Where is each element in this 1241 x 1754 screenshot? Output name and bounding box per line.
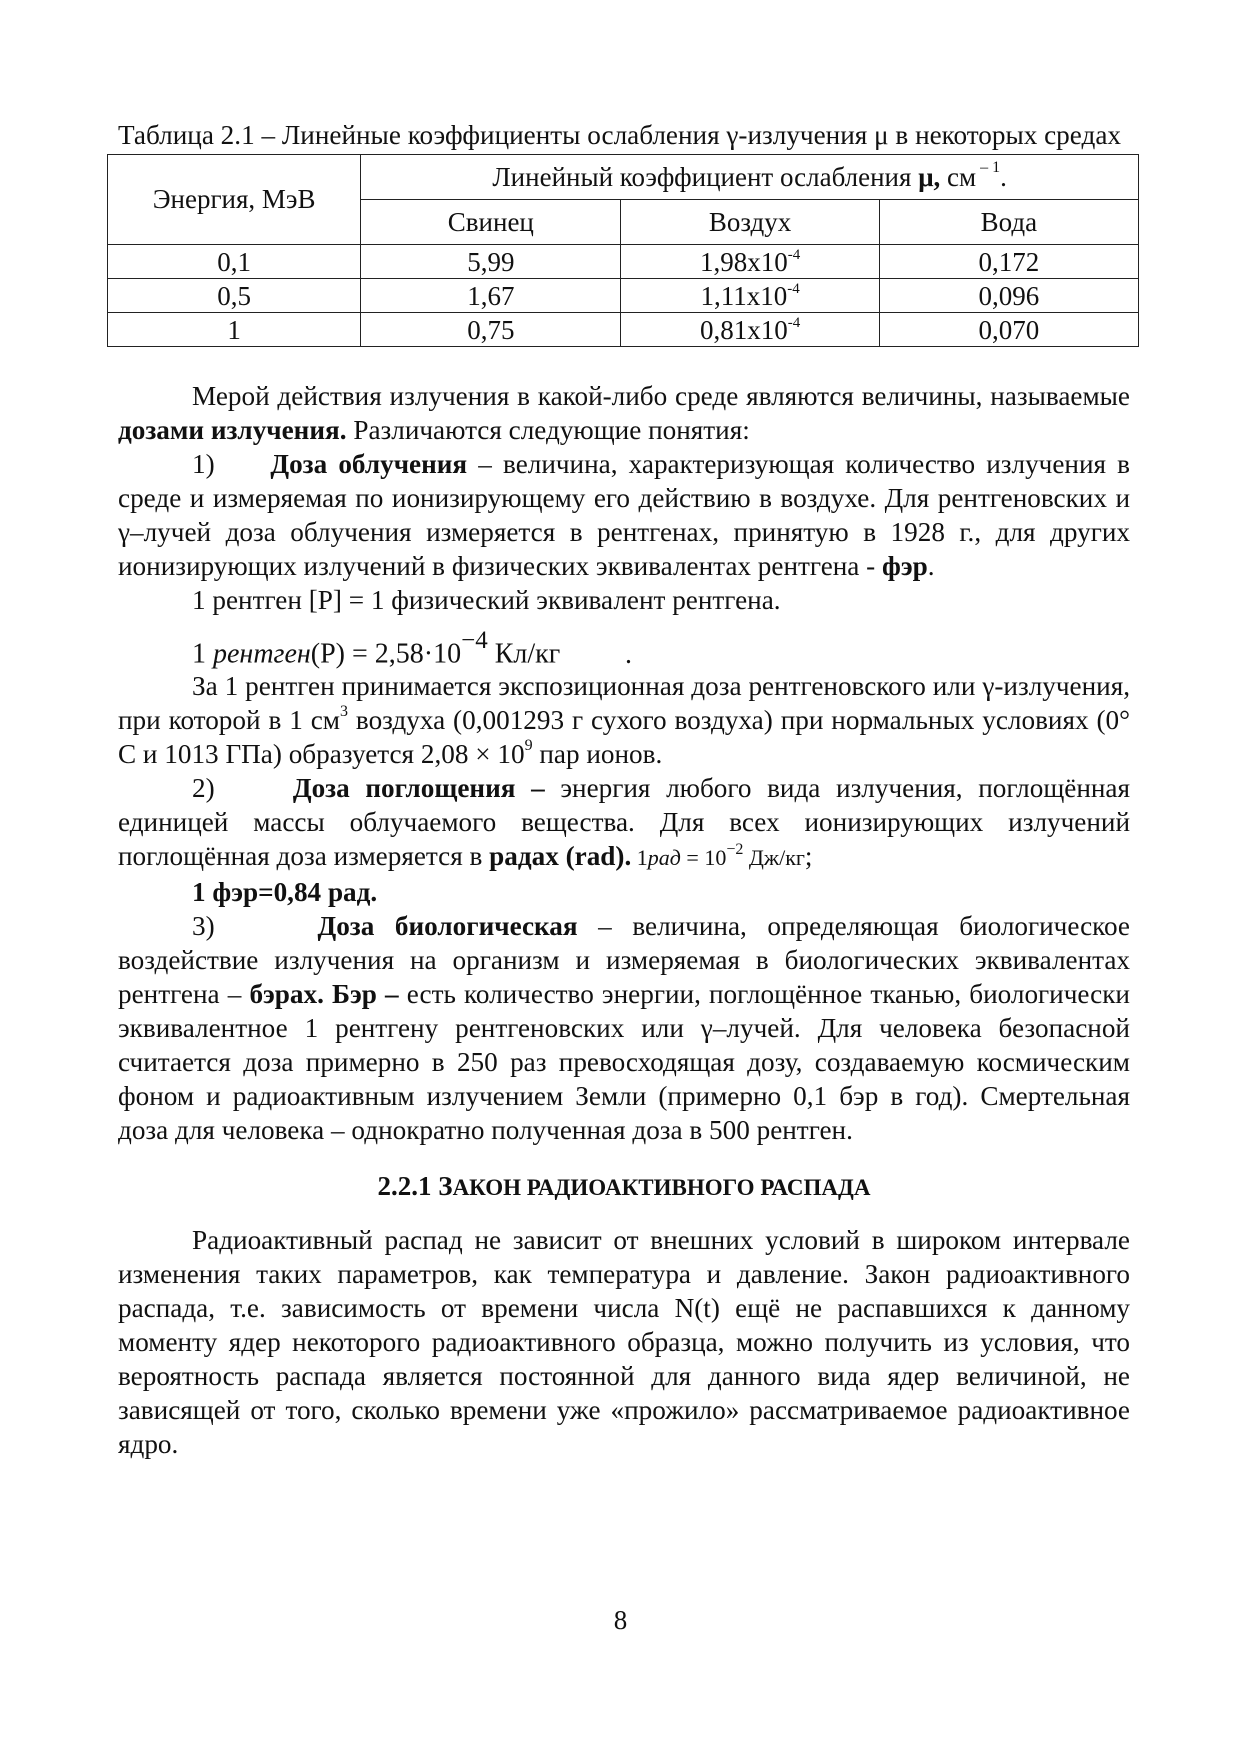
cell-air-mantissa: 0,81x10 [699, 314, 788, 345]
cell-air-exp: -4 [787, 246, 801, 263]
conversion-line [118, 875, 1130, 909]
header-energy: Энергия, МэВ [108, 155, 361, 245]
formula-roentgen [192, 621, 1130, 669]
table-row [108, 279, 1139, 313]
attenuation-table [107, 154, 1139, 347]
item2-paragraph [118, 771, 1130, 875]
formula-lhs-num: 1 [192, 638, 213, 670]
cell-lead: 5,99 [361, 245, 621, 279]
formula-lhs-paren: (P) [310, 638, 346, 670]
item2-number: 2) [192, 773, 215, 803]
header-group-mu: μ, [918, 161, 941, 192]
header-group-exp: – 1 [976, 158, 1001, 176]
cell-energy: 0,5 [108, 279, 361, 313]
cell-lead: 0,75 [361, 313, 621, 347]
cell-water: 0,172 [879, 245, 1138, 279]
formula-unit: Кл/кг [487, 638, 561, 670]
header-lead: Свинец [361, 200, 621, 245]
header-group-text: Линейный коэффициент ослабления [492, 161, 919, 192]
intro-text-end: Различаются следующие понятия: [346, 415, 750, 445]
item1-paragraph [118, 447, 1130, 583]
item3-number: 3) [192, 911, 215, 941]
page-number: 8 [613, 1605, 628, 1635]
roentgen-definition: 1 рентген [Р] = 1 физический эквивалент рентгена. [192, 585, 781, 615]
conversion-text: 1 фэр=0,84 рад. [192, 877, 378, 907]
cell-energy: 0,1 [108, 245, 361, 279]
rad-formula-unit: Дж/кг [743, 845, 805, 870]
item2-end: ; [804, 841, 813, 871]
cell-air [621, 279, 879, 313]
formula-lhs-word: рентген [213, 638, 311, 670]
rad-formula-exp: −2 [726, 840, 744, 858]
item3-text2: есть количество энергии, поглощённое тканью, биологически эквивалентное 1 рентгену рентгеновских или γ–лучей. Для человека безопасной считается доза примерно в 250 раз превосходящая дозу, создаваемую космическим фоном и радиоактивным излучением Земли (примерно 0,1 бэр в год). Смертельная доза для человека – однократно полученная доза в 500 рентген. [118, 979, 1130, 1145]
intro-bold: дозами излучения. [118, 415, 347, 445]
cell-lead: 1,67 [361, 279, 621, 313]
header-attenuation-group [361, 155, 1139, 200]
cell-energy: 1 [108, 313, 361, 347]
section-first-letter: З [438, 1171, 453, 1201]
document-page [118, 118, 1130, 1461]
item3-paragraph [118, 909, 1130, 1147]
rad-formula-word: рад [647, 845, 681, 870]
exposure-text2: воздуха (0,001293 г сухого воздуха) при нормальных условиях (0° С и 1013 ГПа) образуется 2,08 × 10 [118, 705, 1130, 769]
formula-value: = 2,58·10 [345, 638, 462, 670]
section-heading [118, 1169, 1130, 1205]
exposure-paragraph [118, 669, 1130, 771]
cell-water: 0,096 [879, 279, 1138, 313]
formula-exponent: −4 [461, 627, 488, 654]
header-group-unit: см [940, 161, 977, 192]
table-row [108, 313, 1139, 347]
cell-air-mantissa: 1,98x10 [699, 246, 788, 277]
section-number: 2.2.1 [377, 1171, 439, 1201]
formula-dot: . [625, 639, 632, 670]
cell-air-exp: -4 [787, 280, 800, 297]
item1-term: Доза облучения [270, 449, 468, 479]
item3-ber: бэрах. Бэр – [249, 979, 399, 1009]
rad-formula-eq: = 10 [680, 845, 727, 870]
item3-term: Доза биологическая [317, 911, 578, 941]
item2-rad: радах (rad). [489, 841, 632, 871]
item1-number: 1) [192, 449, 215, 479]
item2-text: энергия любого вида излучения, поглощённая единицей массы облучаемого вещества. Для всех ионизирующих излучений поглощённая доза измеряется в [118, 773, 1130, 871]
item2-term: Доза поглощения – [292, 773, 545, 803]
item1-fer: фэр [882, 551, 928, 581]
item1-end: . [927, 551, 935, 581]
intro-paragraph [118, 379, 1130, 447]
section-title-rest: АКОН РАДИОАКТИВНОГО РАСПАДА [452, 1175, 871, 1200]
cell-air [621, 245, 879, 279]
rad-formula-num: 1 [631, 845, 648, 870]
cell-air [621, 313, 879, 347]
cell-air-mantissa: 1,11x10 [700, 280, 788, 311]
header-air: Воздух [621, 200, 879, 245]
table-caption: Таблица 2.1 – Линейные коэффициенты ослабления γ-излучения μ в некоторых средах [118, 120, 1121, 150]
exposure-sup1: 3 [340, 702, 348, 720]
rad-formula [631, 840, 805, 870]
exposure-text1: За 1 рентген принимается экспозиционная доза рентгеновского или γ-излучения, при которой в 1 см [118, 671, 1130, 735]
exposure-sup2: 9 [524, 736, 533, 754]
cell-air-exp: -4 [787, 314, 801, 331]
table-row [108, 245, 1139, 279]
header-group-end: . [1000, 161, 1007, 192]
cell-water: 0,070 [879, 313, 1138, 347]
decay-paragraph: Радиоактивный распад не зависит от внешних условий в широком интервале изменения таких параметров, как температура и давление. Закон радиоактивного распада, т.е. зависимость от времени числа N(t) ещё не распавшихся к данному моменту ядер некоторого радиоактивного образца, можно получить из условия, что вероятность распада является постоянной для данного вида ядер величиной, не зависящей от того, сколько времени уже «прожило» рассматриваемое радиоактивное ядро. [118, 1225, 1130, 1459]
intro-text: Мерой действия излучения в какой-либо среде являются величины, называемые [192, 381, 1130, 411]
header-water: Вода [879, 200, 1138, 245]
item1-text: – величина, характеризующая количество излучения в среде и измеряемая по ионизирующему его действию в воздухе. Для рентгеновских и γ–лучей доза облучения измеряется в рентгенах, принятую в 1928 г., для других ионизирующих излучений в физических эквивалентах рентгена - [118, 449, 1130, 581]
exposure-text3: пар ионов. [532, 739, 663, 769]
item3-text: – величина, определяющая биологическое воздействие излучения на организм и измеряемая в биологических эквивалентах рентгена – [118, 911, 1130, 1009]
